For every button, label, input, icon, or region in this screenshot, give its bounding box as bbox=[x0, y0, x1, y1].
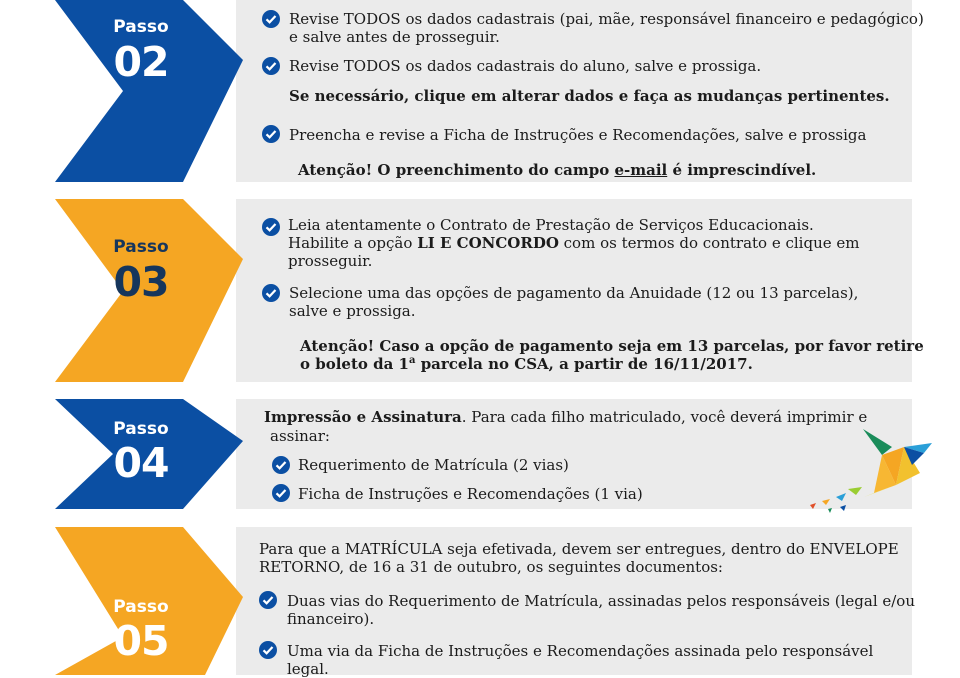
check-icon bbox=[262, 218, 280, 236]
step-04-item-2: Requerimento de Matrícula (2 vias) bbox=[298, 456, 569, 474]
step-02-note-2: Atenção! O preenchimento do campo e-mail é imprescindível. bbox=[298, 161, 817, 179]
step-04-number: 04 bbox=[113, 439, 169, 487]
step-05-label: Passo bbox=[113, 597, 169, 617]
step-02-item-1-cont: e salve antes de prosseguir. bbox=[289, 28, 500, 46]
step-03-note-1: Atenção! Caso a opção de pagamento seja em 13 parcelas, por favor retire bbox=[300, 337, 924, 355]
step-02-item-3: Preencha e revise a Ficha de Instruções e Recomendações, salve e prossiga bbox=[289, 126, 867, 144]
step-04-item-1-cont: assinar: bbox=[270, 427, 330, 445]
check-icon bbox=[262, 57, 280, 75]
step-03 bbox=[0, 199, 960, 382]
check-icon bbox=[262, 284, 280, 302]
step-02-note-1: Se necessário, clique em alterar dados e faça as mudanças pertinentes. bbox=[289, 87, 890, 105]
step-03-item-2-cont: salve e prossiga. bbox=[289, 302, 416, 320]
step-03-item-1-cont2: prosseguir. bbox=[288, 252, 373, 270]
step-02-item-1: Revise TODOS os dados cadastrais (pai, mãe, responsável financeiro e pedagógico) bbox=[289, 10, 924, 28]
step-04-label: Passo bbox=[113, 419, 169, 439]
check-icon bbox=[262, 125, 280, 143]
step-05-item-1-cont: financeiro). bbox=[287, 610, 375, 628]
step-03-label: Passo bbox=[113, 237, 169, 257]
step-05-intro-cont: RETORNO, de 16 a 31 de outubro, os seguintes documentos: bbox=[259, 558, 723, 576]
step-02-number: 02 bbox=[113, 38, 169, 86]
check-icon bbox=[259, 641, 277, 659]
step-04-item-3: Ficha de Instruções e Recomendações (1 via) bbox=[298, 485, 643, 503]
step-05-item-2: Uma via da Ficha de Instruções e Recomendações assinada pelo responsável bbox=[287, 642, 874, 660]
step-03-note-2: o boleto da 1$^a$ parcela no CSA, a partir de 16/11/2017. bbox=[300, 355, 753, 373]
step-03-item-1-cont: Habilite a opção LI E CONCORDO com os termos do contrato e clique em bbox=[288, 234, 860, 252]
step-02-item-2: Revise TODOS os dados cadastrais do aluno, salve e prossiga. bbox=[289, 57, 762, 75]
step-02 bbox=[0, 0, 960, 182]
step-05-item-1: Duas vias do Requerimento de Matrícula, assinadas pelos responsáveis (legal e/ou bbox=[287, 592, 916, 610]
check-icon bbox=[262, 10, 280, 28]
bird-logo-icon bbox=[800, 425, 940, 520]
step-05-number: 05 bbox=[113, 617, 169, 665]
step-02-label: Passo bbox=[113, 17, 169, 37]
step-05-intro: Para que a MATRÍCULA seja efetivada, devem ser entregues, dentro do ENVELOPE bbox=[259, 540, 899, 558]
step-03-item-2: Selecione uma das opções de pagamento da Anuidade (12 ou 13 parcelas), bbox=[289, 284, 859, 302]
check-icon bbox=[272, 456, 290, 474]
step-04-item-1: Impressão e Assinatura. Para cada filho matriculado, você deverá imprimir e bbox=[264, 408, 868, 426]
step-03-number: 03 bbox=[113, 258, 169, 306]
check-icon bbox=[272, 484, 290, 502]
check-icon bbox=[259, 591, 277, 609]
step-05-item-2-cont: legal. bbox=[287, 660, 329, 678]
step-05 bbox=[0, 527, 960, 678]
step-03-item-1: Leia atentamente o Contrato de Prestação de Serviços Educacionais. bbox=[288, 216, 814, 234]
